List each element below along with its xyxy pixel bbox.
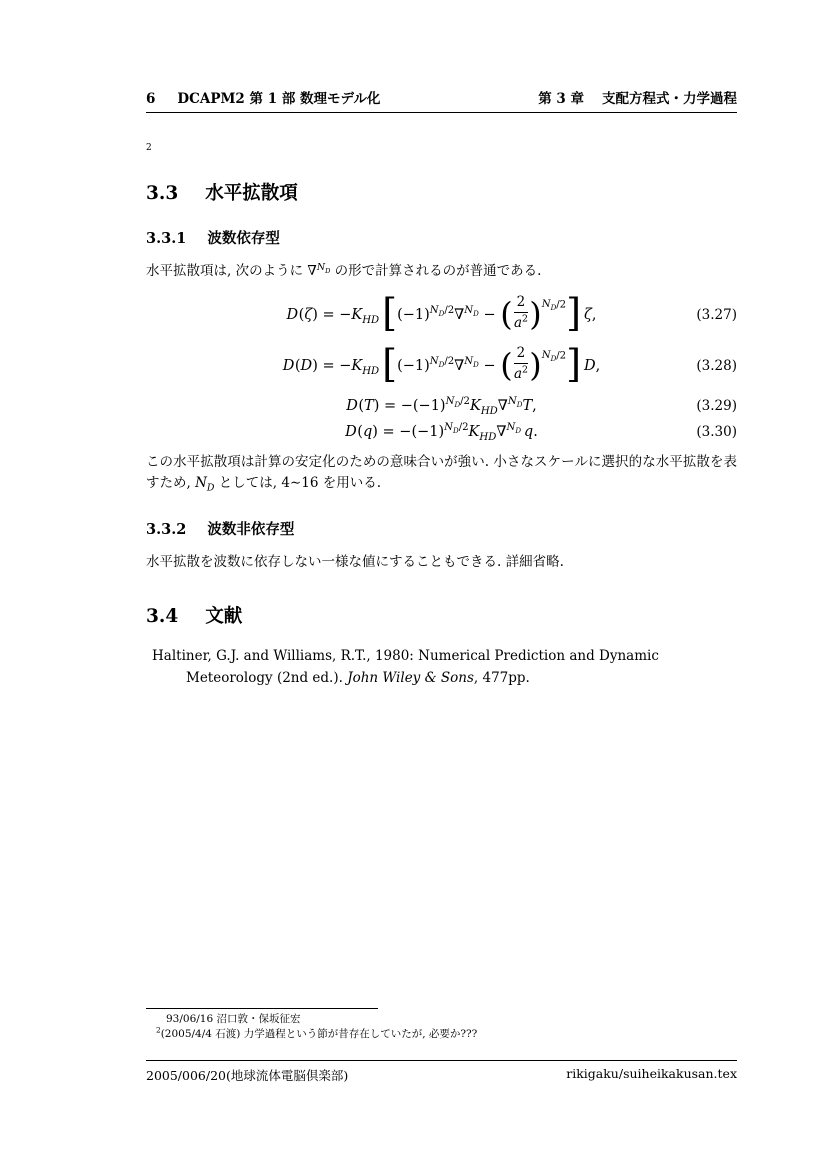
equation-body: $D(D) = -K_{HD}$ [$(-1)^{N_D/2}\nabla^{N_D}$ − ( $\frac{2}{a^2}$ )$^{N_D/2}$] D, bbox=[282, 341, 601, 387]
subsection-number: 3.3.2 bbox=[146, 521, 187, 538]
page-content bbox=[146, 91, 737, 689]
equation-3-27 bbox=[146, 290, 737, 336]
section-number: 3.4 bbox=[146, 606, 179, 627]
footnote-line-1: 93/06/16 沼口敦・保坂征宏 bbox=[166, 1013, 301, 1025]
paragraph-intro: 水平拡散項は, 次のように ∇$^{N_D}$ の形で計算されるのが普通である. bbox=[146, 261, 542, 279]
section-number: 3.3 bbox=[146, 183, 179, 204]
page-number: 6 bbox=[146, 91, 156, 107]
subsection-heading-3-3-2 bbox=[146, 520, 737, 540]
footnote-line-2: $^2$(2005/4/4 石渡) 力学過程という節が昔存在していたが, 必要か??? bbox=[156, 1025, 478, 1040]
paragraph-after-equations: この水平拡散項は計算の安定化のための意味合いが強い. 小さなスケールに選択的な水平拡散を表すため, $N_D$ としては, 4∼16 を用いる. bbox=[146, 454, 737, 494]
equation-body: $D(\zeta) = -K_{HD}$ [$(-1)^{N_D/2}\nabla^{N_D}$ − ( $\frac{2}{a^2}$ )$^{N_D/2}$] ζ, bbox=[286, 290, 597, 336]
header-chapter-number: 第 3 章 bbox=[538, 91, 584, 107]
equation-3-28 bbox=[146, 341, 737, 387]
section-heading-3-4 bbox=[146, 605, 737, 629]
footnote-rule bbox=[146, 1008, 378, 1009]
section-title: 水平拡散項 bbox=[205, 183, 298, 204]
footer-left: 2005/006/20(地球流体電脳倶楽部) bbox=[146, 1068, 349, 1083]
equation-number: (3.27) bbox=[696, 306, 737, 323]
equation-body: $D(q) = -(-1)^{N_D/2}K_{HD}\nabla^{N_D}$ q. bbox=[345, 422, 538, 443]
paragraph-3-3-2: 水平拡散を波数に依存しない一様な値にすることもできる. 詳細省略. bbox=[146, 554, 564, 570]
equation-body: $D(T) = -(-1)^{N_D/2}K_{HD}\nabla^{N_D}T$, bbox=[346, 396, 537, 417]
page-bottom bbox=[146, 1008, 737, 1084]
equation-number: (3.29) bbox=[696, 398, 737, 414]
reference-entry: Haltiner, G.J. and Williams, R.T., 1980: Numerical Prediction and Dynamic Meteorology (2nd ed.). John Wiley & Sons, 477pp. bbox=[152, 648, 659, 686]
header-left bbox=[146, 91, 380, 107]
header-right bbox=[538, 91, 737, 107]
subsection-number: 3.3.1 bbox=[146, 230, 187, 247]
subsection-title: 波数依存型 bbox=[207, 230, 280, 247]
footer-right: rikigaku/suiheikakusan.tex bbox=[566, 1066, 737, 1081]
subsection-title: 波数非依存型 bbox=[207, 521, 295, 538]
equation-number: (3.28) bbox=[696, 357, 737, 374]
equation-number: (3.30) bbox=[696, 424, 737, 440]
section-heading-3-3 bbox=[146, 182, 737, 206]
equation-3-29 bbox=[146, 396, 737, 417]
section-title: 文献 bbox=[205, 606, 243, 627]
header-chapter-title: 支配方程式・力学過程 bbox=[602, 91, 737, 107]
header-part-title: DCAPM2 第 1 部 数理モデル化 bbox=[177, 91, 381, 107]
footnote-marker: 2 bbox=[146, 143, 152, 153]
running-header bbox=[146, 91, 737, 113]
page-footer bbox=[146, 1066, 737, 1084]
equation-3-30 bbox=[146, 422, 737, 443]
footer-rule bbox=[146, 1060, 737, 1061]
subsection-heading-3-3-1 bbox=[146, 229, 737, 249]
